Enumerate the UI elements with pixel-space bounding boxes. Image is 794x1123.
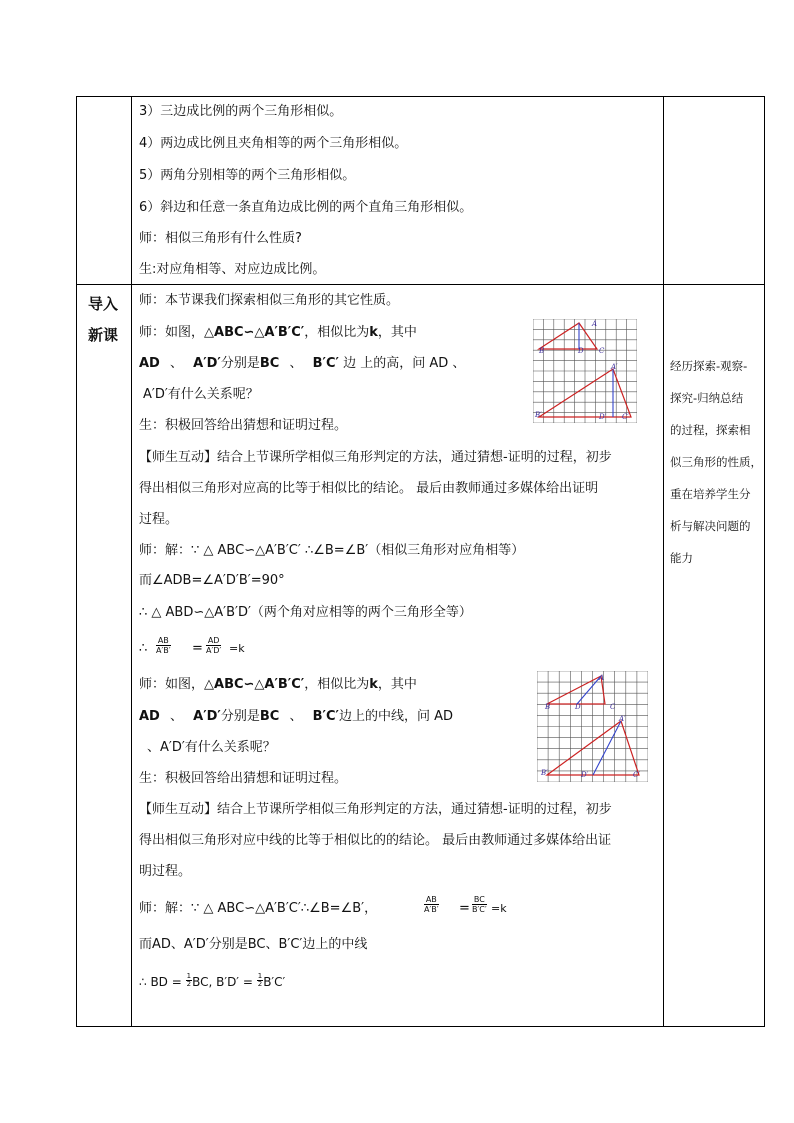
row-label-line2: 新课 [88,326,119,344]
text-span: 、 [289,356,303,371]
text-span: B′C′ [263,975,286,989]
label-b-prime: B′ [541,769,548,777]
label-c: C [610,703,616,711]
segment-a-d-prime: A′D′ [193,709,221,724]
row1-line1: 3）三边成比例的两个三角形相似。 [139,104,343,119]
text-span: ，相似比为 [304,677,370,692]
table-bottom-border [76,1026,765,1027]
row1-line3: 5）两角分别相等的两个三角形相似。 [139,168,356,183]
text-span: ，相似比为 [304,325,370,340]
text-span: ，其中 [377,325,417,340]
segment-ad: AD [139,356,160,371]
text-span: 、 [170,356,184,371]
proof2-line3 [139,974,285,990]
question2-line1 [139,677,417,693]
ratio-k: k [369,325,378,340]
interaction2-line3: 明过程。 [139,864,192,879]
triangle-a-b-c-prime [547,721,639,775]
grid-lines [537,671,648,782]
fraction-numerator: AB [157,636,169,645]
label-a: A [599,674,605,682]
table-row-divider [76,284,765,285]
note-line: 析与解决问题的 [670,519,751,533]
note-line: 似三角形的性质， [670,455,762,469]
segment-a-d-prime: A′D′ [193,356,221,371]
fraction-half [257,973,263,988]
segment-b-c-prime: B′C′ [312,709,339,724]
equals-sign: = [192,641,203,656]
question2-line2 [139,709,453,725]
segment-bc: BC [259,709,280,724]
proof1-line3: ∴ △ ABD∽△A′B′D′（两个角对应相等的两个三角形全等） [139,605,472,620]
interaction1-line3: 过程。 [139,512,179,527]
similarity-statement: △ABC∽△A′B′C′ [204,325,305,340]
table-left-border [76,96,77,1027]
label-b: B [545,703,551,711]
fraction-denominator: A′B′ [156,646,171,655]
note-line: 能力 [670,551,693,565]
grid-lines [533,319,637,423]
interaction2-line2: 得出相似三角形对应中线的比等于相似比的的结论。 最后由教师通过多媒体给出证 [139,833,612,848]
student-answer1: 生：积极回答给出猜想和证明过程。 [139,418,348,433]
label-a: A [592,320,598,328]
equals-k: =k [491,902,507,915]
note-line: 重在培养学生分 [670,487,751,501]
note-line: 经历探索-观察- [670,359,748,373]
label-c-prime: C′ [622,413,629,421]
similarity-statement: △ABC∽△A′B′C′ [204,677,305,692]
label-d: D [578,347,584,355]
fraction-ab-over-ab-prime [424,895,439,914]
row1-line4: 6）斜边和任意一条直角边成比例的两个直角三角形相似。 [139,200,473,215]
row-label-line1: 导入 [88,295,119,313]
label-a-prime: A′ [619,715,626,723]
segment-bc: BC [259,356,280,371]
label-b-prime: B′ [535,411,542,419]
label-d: D [575,703,581,711]
table-col1-divider [131,96,132,1027]
interaction1-line2: 得出相似三角形对应高的比等于相似比的结论。 最后由教师通过多媒体给出证明 [139,481,599,496]
ratio-k: k [369,677,378,692]
label-d-prime: D′ [599,413,607,421]
text-span: ∴ BD = [139,975,186,989]
fraction-denominator: 2 [186,980,192,988]
question1-line1 [139,325,417,341]
proof2-line2: 而AD、A′D′分别是BC、B′C′边上的中线 [139,937,368,952]
text-span: 分别是 [220,356,260,371]
table-top-border [76,96,765,97]
triangle-abc [539,323,597,349]
figure-altitude-grid [533,319,637,423]
intro-line: 师：本节课我们探索相似三角形的其它性质。 [139,293,400,308]
text-span: 边上的中线，问 AD [338,709,453,724]
label-c: C [599,347,605,355]
text-span: 分别是 [220,709,260,724]
question1-line2 [139,356,465,372]
fraction-denominator: 2 [257,980,263,988]
equals-k: =k [229,642,245,655]
question2-line3: 、A′D′有什么关系呢？ [147,740,276,755]
fraction-bc-over-bc-prime [472,895,487,914]
interaction1-line1: 【师生互动】结合上节课所学相似三角形判定的方法，通过猜想-证明的过程，初步 [139,450,612,465]
equals-sign: = [459,901,470,916]
interaction2-line1: 【师生互动】结合上节课所学相似三角形判定的方法，通过猜想-证明的过程，初步 [139,802,612,817]
note-line: 探究-归纳总结 [670,391,744,405]
text-span: BC, B′D′ = [192,975,257,989]
fraction-numerator: 1 [257,972,263,980]
fraction-denominator: A′D′ [206,646,222,655]
fraction-numerator: BC [473,895,485,904]
row1-line5: 师：相似三角形有什么性质? [139,231,302,246]
fraction-denominator: A′B′ [424,905,439,914]
proof1-line1: 师：解：∵ △ ABC∽△A′B′C′ ∴∠B=∠B′（相似三角形对应角相等） [139,543,525,558]
label-c-prime: C′ [633,771,640,779]
fraction-half [186,973,192,988]
text-span: 、 [170,709,184,724]
median-a-d-prime [593,721,621,775]
triangle-abc [547,676,605,704]
label-b: B [539,347,545,355]
table-col2-divider [663,96,664,1027]
text-span: ，其中 [377,677,417,692]
segment-b-c-prime: B′C′ [312,356,339,371]
proof2-line1: 师：解：∵ △ ABC∽△A′B′C′∴∠B=∠B′， [139,901,378,916]
proof1-line2: 而∠ADB=∠A′D′B′=90° [139,573,285,588]
therefore-sign: ∴ [139,641,148,656]
fraction-ab-over-ab-prime [156,636,171,655]
student-answer2: 生：积极回答给出猜想和证明过程。 [139,771,348,786]
row1-line6: 生:对应角相等、对应边成比例。 [139,262,326,277]
median-ad [577,676,601,704]
label-a-prime: A′ [611,363,618,371]
fraction-numerator: AB [425,895,437,904]
text-span: 、 [289,709,303,724]
text-span: 师：如图， [139,325,205,340]
fraction-numerator: AD [207,636,220,645]
segment-ad: AD [139,709,160,724]
fraction-numerator: 1 [186,972,192,980]
label-d-prime: D′ [581,771,589,779]
fraction-denominator: B′C′ [472,905,487,914]
fraction-ad-over-ad-prime [206,636,221,655]
text-span: 边 上的高，问 AD 、 [343,356,466,371]
table-right-border [764,96,765,1027]
row1-line2: 4）两边成比例且夹角相等的两个三角形相似。 [139,136,408,151]
figure-median-grid [537,671,648,782]
question1-line3: A′D′有什么关系呢？ [143,387,259,402]
text-span: 师：如图， [139,677,205,692]
note-line: 的过程，探索相 [670,423,751,437]
